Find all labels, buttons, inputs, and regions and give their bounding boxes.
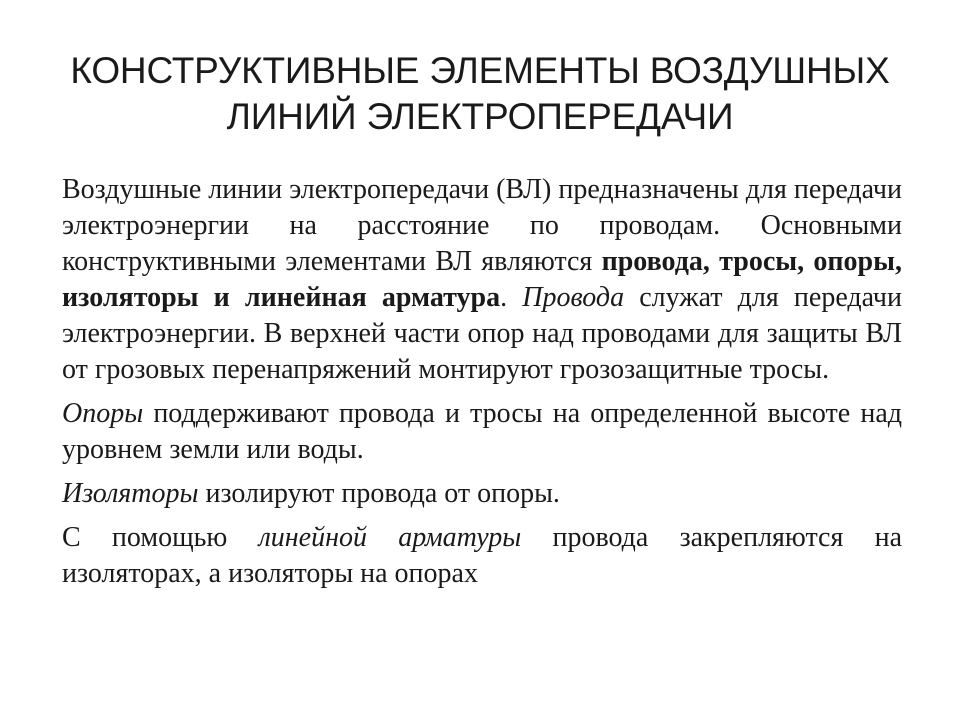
slide-body (62, 172, 902, 600)
paragraph-fittings (62, 520, 902, 592)
slide-title-line-2: ЛИНИЙ ЭЛЕКТРОПЕРЕДАЧИ (226, 96, 734, 137)
paragraph-supports (62, 396, 902, 468)
paragraph-text: Воздушные линии электропередачи (ВЛ) предназначены для передачи электроэнергии на расстояние по проводам. Основными конструктивными элементами ВЛ являются (62, 174, 902, 277)
italic-term-supports: Опоры (62, 398, 144, 429)
bold-elements-list: провода, тросы, опоры, изоляторы и линейная арматура (62, 246, 902, 313)
paragraph-overview (62, 172, 902, 388)
paragraph-text: . (500, 282, 523, 313)
paragraph-text: служат для передачи электроэнергии. В верхней части опор над проводами для защиты ВЛ от грозовых перенапряжений монтируют грозозащитные тросы. (62, 282, 902, 385)
italic-term-insulators: Изоляторы (62, 478, 199, 509)
italic-term-wires: Провода (522, 282, 625, 313)
paragraph-text: поддерживают провода и тросы на определенной высоте над уровнем земли или воды. (62, 398, 902, 465)
paragraph-text: С помощью (62, 522, 259, 553)
paragraph-insulators (62, 476, 902, 512)
italic-term-fittings: линейной арматуры (258, 522, 522, 553)
slide-title-line-1: КОНСТРУКТИВНЫЕ ЭЛЕМЕНТЫ ВОЗДУШНЫХ (70, 50, 890, 91)
slide-title (40, 48, 920, 140)
paragraph-text: провода закрепляются на изоляторах, а изоляторы на опорах (62, 522, 903, 589)
paragraph-text: изолируют провода от опоры. (198, 478, 560, 509)
